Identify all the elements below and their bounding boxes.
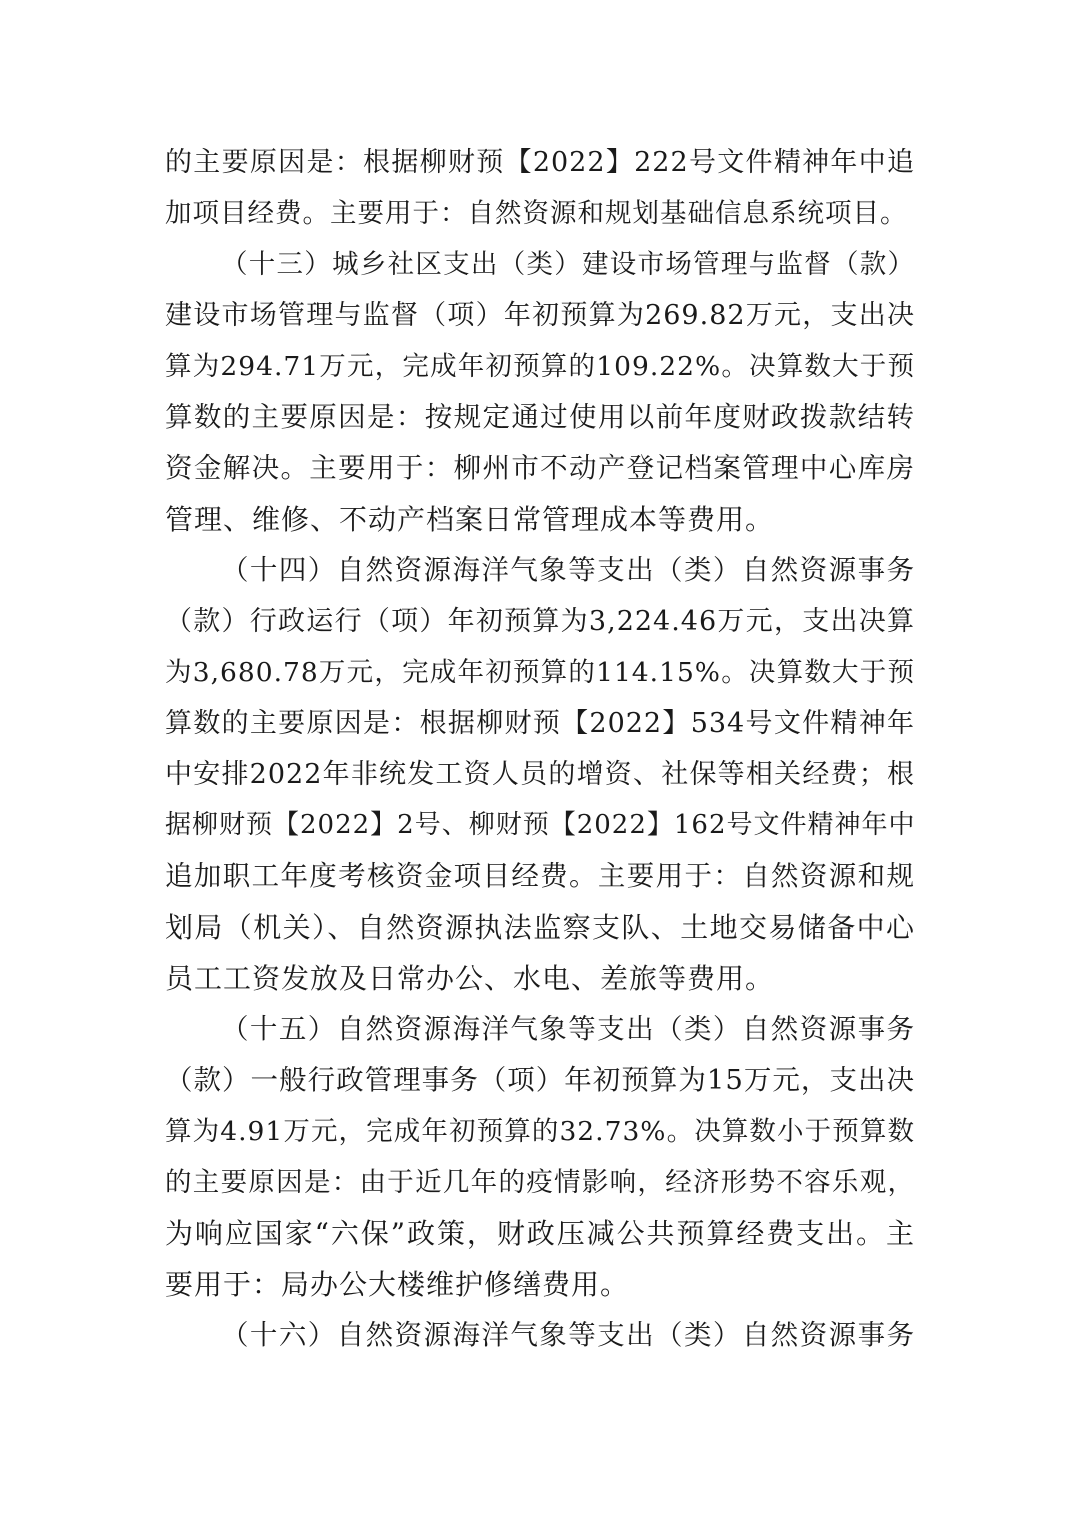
text-line: 算数的主要原因是：按规定通过使用以前年度财政拨款结转 bbox=[165, 401, 915, 433]
text-line: （款）行政运行（项）年初预算为3,224.46万元，支出决算 bbox=[165, 606, 915, 637]
text-line: 中安排2022年非统发工资人员的增资、社保等相关经费；根 bbox=[165, 759, 915, 790]
text-line: （十三）城乡社区支出（类）建设市场管理与监督（款） bbox=[221, 249, 915, 280]
text-line: 算为4.91万元，完成年初预算的32.73%。决算数小于预算数 bbox=[165, 1116, 915, 1147]
text-line: 要用于：局办公大楼维护修缮费用。 bbox=[165, 1268, 630, 1301]
text-line: 的主要原因是：由于近几年的疫情影响，经济形势不容乐观， bbox=[165, 1167, 915, 1198]
text-line: 追加职工年度考核资金项目经费。主要用于：自然资源和规 bbox=[165, 860, 915, 892]
text-line: 建设市场管理与监督（项）年初预算为269.82万元，支出决 bbox=[165, 300, 915, 331]
text-line: （十六）自然资源海洋气象等支出（类）自然资源事务 bbox=[221, 1319, 915, 1351]
text-line: 据柳财预【2022】2号、柳财预【2022】162号文件精神年中 bbox=[165, 810, 916, 840]
text-line: 资金解决。主要用于：柳州市不动产登记档案管理中心库房 bbox=[165, 452, 915, 484]
text-line: 加项目经费。主要用于：自然资源和规划基础信息系统项目。 bbox=[165, 198, 908, 229]
text-line: 算为294.71万元，完成年初预算的109.22%。决算数大于预 bbox=[165, 351, 915, 382]
text-line: （十四）自然资源海洋气象等支出（类）自然资源事务 bbox=[221, 554, 915, 586]
text-line: 算数的主要原因是：根据柳财预【2022】534号文件精神年 bbox=[165, 708, 915, 739]
text-line: 管理、维修、不动产档案日常管理成本等费用。 bbox=[165, 503, 775, 536]
text-line: （十五）自然资源海洋气象等支出（类）自然资源事务 bbox=[221, 1013, 915, 1045]
document-body bbox=[165, 137, 915, 1361]
text-line: （款）一般行政管理事务（项）年初预算为15万元，支出决 bbox=[165, 1064, 915, 1096]
text-line: 员工工资发放及日常办公、水电、差旅等费用。 bbox=[165, 962, 775, 995]
text-line: 划局（机关）、自然资源执法监察支队、土地交易储备中心 bbox=[165, 911, 915, 944]
text-line: 为响应国家“六保”政策，财政压减公共预算经费支出。主 bbox=[165, 1217, 915, 1250]
text-line: 的主要原因是：根据柳财预【2022】222号文件精神年中追 bbox=[165, 147, 915, 178]
text-line: 为3,680.78万元，完成年初预算的114.15%。决算数大于预 bbox=[165, 657, 915, 688]
